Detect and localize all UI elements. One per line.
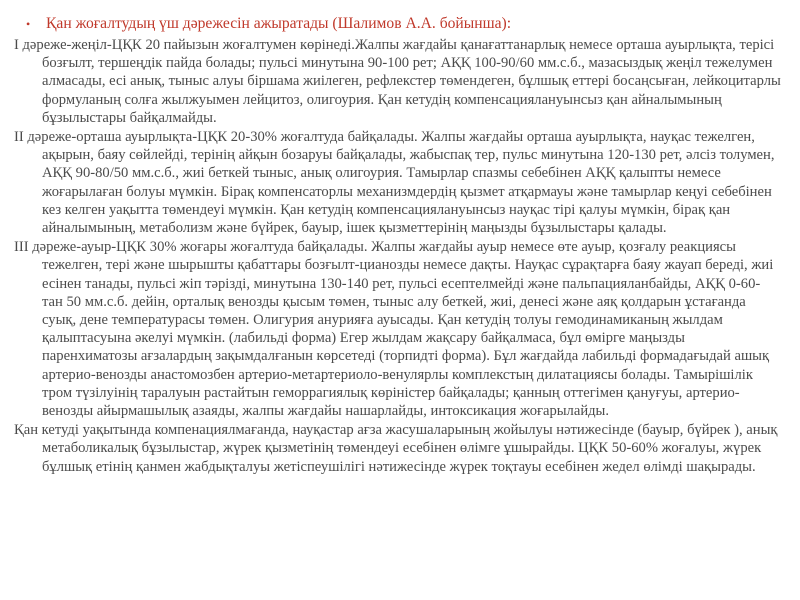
paragraph-degree-2: ІІ дәреже-орташа ауырлықта-ЦҚК 20-30% жоғалтуда байқалады. Жалпы жағдайы орташа ауырлықта, науқас тежелген, ақырын, баяу сөйлейді, терінің айқын бозаруы байқалады, жабыспақ тер, пульс минутына 120-130 рет, әлсіз толумен, АҚҚ 90-80/50 мм.с.б., жиі беткей тыныс, анық олигоурия. Тамырлар спазмы себебінен АҚҚ қалыпты немесе жоғарылаған болуы мүмкін. Бірақ компенсаторлы механизмдердің қызмет атқармауы және тамырлар кеңуі себебінен кез келген уақытта төмендеуі мүмкін. Қан кетудің компенсациялануынсыз науқас тірі қалуы мүмкін, бірақ қан айналымының, метаболизм және бүйрек, бауыр, ішек қызметтерінің маңызды бұзылыстары қалады. xyxy=(14,129,775,237)
paragraph-degree-1: І дәреже-жеңіл-ЦҚК 20 пайызын жоғалтумен көрінеді.Жалпы жағдайы қанағаттанарлық немесе орташа ауырлықта, терісі бозғылт, тершеңдік пайда болады; пульсі минутына 90-100 рет; АҚҚ 100-90/60 мм.с.б., мазасыздық жеңіл тежелумен алмасады, есі анық, тыныс алуы біршама жиілеген, рефлекстер төмендеген, бұлшық еттері босаңсыған, лейкоцитарлы формуланың солға жылжуымен лейцитоз, олигоурия. Қан кетудің компенсациялануынсыз қан айналымының бұзылыстары байқалмайды. xyxy=(14,37,781,126)
heading-line xyxy=(26,14,782,34)
bullet-icon: • xyxy=(26,17,31,31)
paragraph-degree-3: ІІІ дәреже-ауыр-ЦҚК 30% жоғары жоғалтуда байқалады. Жалпы жағдайы ауыр немесе өте ауыр, қозғалу реакциясы тежелген, тері және шырышты қабаттары бозғылт-цианозды немесе дақты. Науқас сұрақтарға баяу жауап береді, жиі есінен танады, пульсі жіп тәрізді, минутына 130-140 рет, пульсі есептелмейді және пальпацияланбайды, АҚҚ 0-60- тан 50 мм.с.б. дейін, орталық венозды қысым төмен, тыныс алу беткей, жиі, денесі және аяқ қолдарын ұстағанда суық, дене температурасы төмен. Олигурия анурияға ауысады. Қан кетудің толуы гемодинамиканың жылдам қалыптасуына әкелуі мүмкін. (лабильді форма) Егер жылдам жақсару байқалмаса, бұл өмірге маңызды паренхиматозы ағзалардың зақымдалғанын көрсетеді (торпидті форма). Бұл жағдайда лабильді формадағыдай ашық артерио-венозды анастомозбен артерио-метартериоло-венулярлы комплекстың дилатациясы болады. Тамырішілік тром түзілуінің таралуын растайтын геморрагиялық көріністер байқалады; қанның оттегімен қануғуы, артерио-венозды айырмашылық азаяды, жалпы жағдайы нашарлайды, интоксикация жоғарылайды. xyxy=(14,239,774,420)
paragraph-conclusion: Қан кетуді уақытында компенациялмағанда, науқастар ағза жасушаларының жойылуы нәтижесінде (бауыр, бүйрек ), анық метаболикалық бұзылыстар, жүрек қызметінің төмендеуі есебінен өлімге ұшырайды. ЦҚК 50-60% жоғалуы, жүрек бұлшық етінің қанмен жабдықталуы жетіспеушілігі нәтижесінде жүрек тоқтауы есебінен жедел өлімді шақырады. xyxy=(14,422,778,475)
slide-heading: Қан жоғалтудың үш дәрежесін ажыратады (Шалимов А.А. бойынша): xyxy=(46,15,512,32)
